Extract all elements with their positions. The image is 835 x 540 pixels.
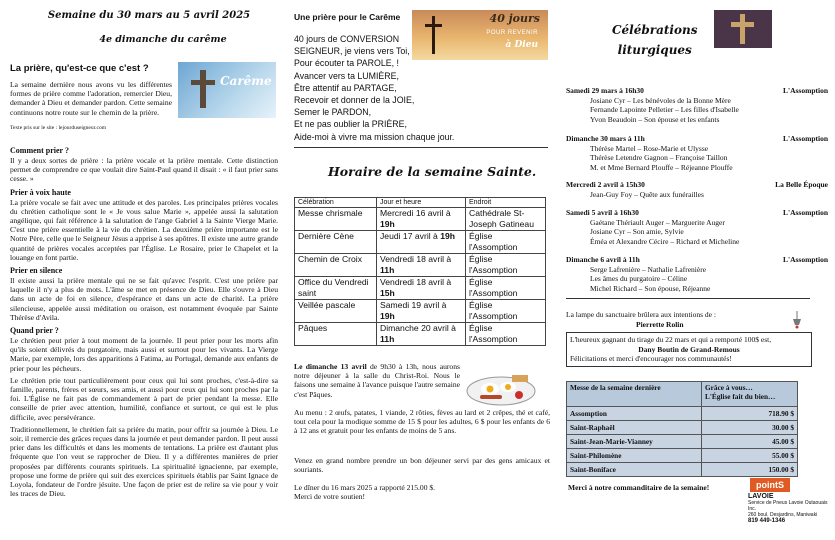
tradition-text: Traditionnellement, le chrétien fait sa prière du matin, pour offrir sa journée à Dieu. Le soir, il remercie des grâces reçues dans la journée et peut demander pardon. Il peut aussi prier dans les difficultés et dans les moments de tentations. La prière est d'autant plus fréquente que l'on veut se rapprocher de Dieu. Il y a différentes manières de prier proposées par différents courants spirituels. La spiritualité ignacienne, par exemple, propose une forme de prière qui suit des exercices spirituels établis par Saint Ignace de Loyola, fondateur de l'ordre jésuite. Une façon de prier est de relire sa vie pour y voir les traces de Dieu. — [10, 424, 278, 499]
brunch-text: de 9h30 à 13h, nous aurons notre déjeuner à la salle du Christ-Roi. Nous le faisons une semaine à l'avance puisque l'autre semaine c'est Pâques. — [294, 362, 460, 399]
lamp-icon — [792, 311, 802, 329]
parish-name: Saint-Boniface — [567, 463, 702, 477]
voix-text: La prière vocale se fait avec une attitude et des paroles. Les principales prières vocales du chrétien catholique sont le « Je vous salue Marie », appelée aussi la salutation angélique, qui fait référence à la salutation de l'ange Gabriel à la Sainte Vierge Marie. C'est une prière essentielle à la vie du chrétien. La deuxième prière importante est le Notre Père, celle que le Seigneur Jésus a apprise à ses apôtres. Il existe une autre grande quantité de prières vocales acceptées par l'Église. Le Rosaire, prier le Chapelet et la louange en font partie. — [10, 197, 278, 262]
source-note: Texte pris sur le site : lejourduseigneur.com — [10, 125, 106, 131]
hour-text: 11h — [380, 334, 395, 344]
title-line: liturgiques — [617, 43, 692, 57]
day-cell — [377, 323, 466, 346]
day-cell — [377, 300, 466, 323]
mass-intention: Josiane Cyr – Les bénévoles de la Bonne Mère — [590, 95, 731, 105]
mass-place: La Belle Époque — [775, 180, 828, 189]
prayer-heading: La prière, qu'est-ce que c'est ? — [10, 63, 149, 74]
mass-intention: Yvon Beaudoin – Son épouse et les enfants — [590, 114, 720, 124]
header-line: Grâce à vous… — [705, 383, 753, 392]
mass-date: Dimanche 6 avril à 11h — [566, 255, 640, 264]
parish-name: Assomption — [567, 407, 702, 421]
parish-name: Saint-Philomène — [567, 449, 702, 463]
careme-image-text: Carême — [220, 74, 272, 88]
table-row — [567, 435, 798, 449]
mass-date: Samedi 29 mars à 16h30 — [566, 86, 644, 95]
cross-image-icon — [714, 10, 772, 48]
tirage-name: Dany Boutin de Grand-Remous — [638, 344, 740, 354]
celebration-cell: Chemin de Croix — [295, 254, 377, 277]
prayer-poem — [294, 33, 464, 143]
day-text: Mercredi 16 avril à — [380, 208, 451, 218]
mass-place: L'Assomption — [782, 208, 828, 217]
day-cell — [377, 254, 466, 277]
diner-line: Le dîner du 16 mars 2025 a rapporté 215.00 $. — [294, 483, 436, 492]
quand-heading: Quand prier ? — [10, 326, 59, 336]
draw-winner-box — [566, 332, 812, 367]
comment-heading: Comment prier ? — [10, 146, 69, 155]
table-row — [567, 449, 798, 463]
table-row — [295, 208, 546, 231]
cross-bar — [425, 24, 442, 27]
table-header — [702, 382, 798, 407]
sponsor-phone: 819 449-1346 — [748, 518, 786, 524]
mass-date: Samedi 5 avril à 16h30 — [566, 208, 639, 217]
title-line: Célébrations — [612, 23, 698, 37]
prayer-line: Avancer vers ta LUMIÈRE, — [294, 70, 399, 81]
celebration-cell: Pâques — [295, 323, 377, 346]
parish-name: Saint-Raphaël — [567, 421, 702, 435]
prayer-title: Une prière pour le Carême — [294, 12, 401, 22]
celebration-cell: Office du Vendredi saint — [295, 277, 377, 300]
prayer-line: Pour écouter ta PAROLE, ! — [294, 58, 399, 69]
prayer-line: Recevoir et donner de la JOIE, — [294, 95, 415, 106]
sponsor-info — [748, 494, 828, 524]
table-header: Jour et heure — [377, 198, 466, 208]
jours-line3: à Dieu — [505, 40, 538, 50]
week-title: Semaine du 30 mars au 5 avril 2025 — [47, 10, 251, 21]
amount: 55.00 $ — [702, 449, 798, 463]
tirage-text: L'heureux gagnant du tirage du 22 mars et qui a remporté 100$ est, — [570, 335, 772, 344]
proches-text: Le chrétien prie tout particulièrement pour ceux qui lui sont proches, c'est-à-dire sa famille, parents, frères et sœurs, ses amis, et aussi pour ceux qui lui sont proches par la foi. L'Église ne fait pas de commandement à part de prier pendant la messe. Elle conseille de prier avec attention, humilité, confiance et surtout, ce qui est le plus difficile, avec persévérance. — [10, 375, 278, 422]
mass-intention: Fernande Lapointe Pelletier – Les filles d'Isabelle — [590, 105, 739, 115]
sunday-title: 4e dimanche du carême — [99, 34, 227, 45]
prayer-article — [10, 142, 278, 502]
intro-paragraph: La semaine dernière nous avons vu les différentes formes de prière comme l'adoration, remercier Dieu, demander à Dieu et demander pardon. Cette semaine continuons notre route sur le chemin de la prière. — [10, 80, 172, 117]
sponsor-name: LAVOIE — [748, 493, 774, 500]
celebration-cell: Messe chrismale — [295, 208, 377, 231]
mass-intention: Serge Lafrenière – Nathalie Lafrenière — [590, 264, 707, 274]
voix-heading: Prier à voix haute — [10, 187, 71, 197]
amount: 718.90 $ — [702, 407, 798, 421]
brunch-date: Le dimanche 13 avril — [294, 362, 367, 371]
sponsor-thanks: Merci à notre commanditaire de la semaine! — [568, 483, 710, 492]
cross-bar — [191, 80, 215, 85]
celebration-cell: Dernière Cène — [295, 231, 377, 254]
hour-text: 19h — [380, 219, 395, 229]
table-header: Messe de la semaine dernière — [567, 382, 702, 407]
table-header-row — [295, 198, 546, 208]
celebrations-title — [612, 20, 697, 60]
mass-date: Mercredi 2 avril à 15h30 — [566, 180, 645, 189]
silence-heading: Prier en silence — [10, 266, 63, 276]
prayer-line: Être attentif au PARTAGE, — [294, 82, 397, 93]
table-row — [295, 277, 546, 300]
cross-icon — [200, 70, 206, 108]
hour-text: 11h — [380, 265, 395, 275]
table-row — [295, 254, 546, 277]
comment-text: Il y a deux sortes de prière : la prière vocale et la prière mentale. Cette distinction permet de comprendre ce que voulait dire Saint-Paul quand il disait : « il faut prier sans cesse. » — [10, 156, 278, 184]
jours-line1: 40 jours — [489, 12, 540, 25]
venez-text: Venez en grand nombre prendre un bon déjeuner servi par des gens amicaux et souriants. — [294, 456, 550, 475]
table-header: Célébration — [295, 198, 377, 208]
mass-intention: Thérèse Martel – Rose-Marie et Ulysse — [590, 143, 709, 153]
mass-entry — [566, 255, 828, 293]
mass-intention: Les âmes du purgatoire – Céline — [590, 274, 688, 284]
collection-table — [566, 381, 798, 477]
mass-place: L'Assomption — [782, 134, 828, 143]
hour-text: 19h — [380, 311, 395, 321]
sponsor-desc: Service de Pneus Lavoie Outaouais Inc. — [748, 500, 828, 512]
table-row — [295, 323, 546, 346]
day-cell — [377, 277, 466, 300]
hour-text: 19h — [440, 231, 456, 241]
place-cell: Église l'Assomption — [466, 323, 546, 346]
prayer-line: Et ne pas oublier la PRIÈRE, — [294, 119, 407, 130]
day-text: Jeudi 17 avril à — [380, 231, 438, 241]
table-row — [295, 231, 546, 254]
lampe-text: La lampe du sanctuaire brûlera aux intentions de : — [566, 310, 716, 319]
divider — [294, 147, 548, 148]
quand-text: Le chrétien peut prier à tout moment de la journée. Il peut prier pour les morts afin qu'ils soient délivrés du purgatoire, mais aussi et surtout pour les vivants. La Vierge Marie, par exemple, lors des apparitions à Fatima, au Portugal, demande aux enfants de prier pour les pécheurs. — [10, 336, 278, 373]
mass-entry — [566, 86, 828, 124]
diner-thanks: Merci de votre soutien! — [294, 492, 366, 502]
mass-place: L'Assomption — [782, 86, 828, 95]
day-text: Vendredi 18 avril à — [380, 277, 452, 287]
divider — [566, 298, 810, 299]
celebration-cell: Veillée pascale — [295, 300, 377, 323]
mass-entry — [566, 180, 828, 199]
holy-week-table — [294, 197, 546, 346]
day-text: Vendredi 18 avril à — [380, 254, 452, 264]
place-cell: Église l'Assomption — [466, 254, 546, 277]
place-cell: Église l'Assomption — [466, 231, 546, 254]
day-cell — [377, 208, 466, 231]
mass-intention: Éméa et Alexandre Cécire – Richard et Micheline — [590, 236, 740, 246]
mass-intention: Gaétane Thériault Auger – Marguerite Auger — [590, 217, 725, 227]
table-row — [295, 300, 546, 323]
day-text: Samedi 19 avril à — [380, 300, 447, 310]
hour-text: 15h — [380, 288, 395, 298]
mass-date: Dimanche 30 mars à 11h — [566, 134, 645, 143]
header-line: L'Église fait du bien… — [705, 392, 776, 401]
mass-place: L'Assomption — [782, 255, 828, 264]
brunch-paragraph — [294, 362, 460, 399]
mass-entry — [566, 208, 828, 246]
sanctuary-lamp — [566, 310, 786, 329]
table-row — [567, 463, 798, 477]
diner-note — [294, 483, 550, 501]
mass-intention: Josiane Cyr – Son amie, Sylvie — [590, 227, 684, 237]
table-row — [567, 407, 798, 421]
horaire-title: Horaire de la semaine Sainte. — [328, 164, 537, 179]
prayer-line: Semer le PARDON, — [294, 107, 372, 118]
mass-intention: M. et Mme Bernard Plouffe – Réjeanne Plouffe — [590, 162, 733, 172]
prayer-line: Aide-moi à vivre ma mission chaque jour. — [294, 131, 455, 142]
place-cell: Église l'Assomption — [466, 277, 546, 300]
place-cell: Église l'Assomption — [466, 300, 546, 323]
amount: 150.00 $ — [702, 463, 798, 477]
mass-intention: Michel Richard – Son épouse, Réjeanne — [590, 283, 711, 293]
lampe-name: Pierrette Rolin — [636, 319, 684, 329]
amount: 45.00 $ — [702, 435, 798, 449]
mass-intention: Jean-Guy Foy – Quête aux funérailles — [590, 189, 704, 199]
jours-line2: POUR REVENIR — [486, 30, 538, 36]
menu-text: Au menu : 2 œufs, patates, 1 viande, 2 rôties, fèves au lard et 2 crêpes, thé et café, tout cela pour la modique somme de 15 $ pour les adultes, 6 $ pour les enfants de 6 à 12 ans et gratuit pour les enfants de moins de 5 ans. — [294, 408, 550, 436]
sponsor-logo: pointS — [750, 478, 790, 492]
parish-name: Saint-Jean-Marie-Vianney — [567, 435, 702, 449]
tirage-congrats: Félicitations et merci d'encourager nos communautés! — [570, 354, 732, 364]
table-header-row — [567, 382, 798, 407]
prayer-line: 40 jours de CONVERSION — [294, 34, 400, 44]
day-text: Dimanche 20 avril à — [380, 323, 456, 333]
place-cell: Cathédrale St-Joseph Gatineau — [466, 208, 546, 231]
sponsor-address: 260 boul. Desjardins, Maniwaki — [748, 512, 818, 518]
mass-intention: Thérèse Letendre Gagnon – Françoise Taillon — [590, 153, 728, 163]
table-header: Endroit — [466, 198, 546, 208]
mass-entry — [566, 134, 828, 172]
careme-image — [178, 62, 276, 118]
breakfast-icon — [464, 365, 538, 411]
amount: 30.00 $ — [702, 421, 798, 435]
silence-text: Il existe aussi la prière mentale qui ne se fait qu'avec l'esprit. C'est une prière par laquelle il n'y a plus de mots. L'âme se met en présence de Dieu. Elle s'ouvre à Dieu dans un acte de foi en silence, d'espérance et dans un acte de charité. La prière silencieuse, appelée aussi méditation ou oraison, est notamment évoquée par Sainte Thérèse d'Avila. — [10, 276, 278, 322]
table-row — [567, 421, 798, 435]
day-cell — [377, 231, 466, 254]
prayer-line: SEIGNEUR, je viens vers Toi, — [294, 46, 410, 57]
